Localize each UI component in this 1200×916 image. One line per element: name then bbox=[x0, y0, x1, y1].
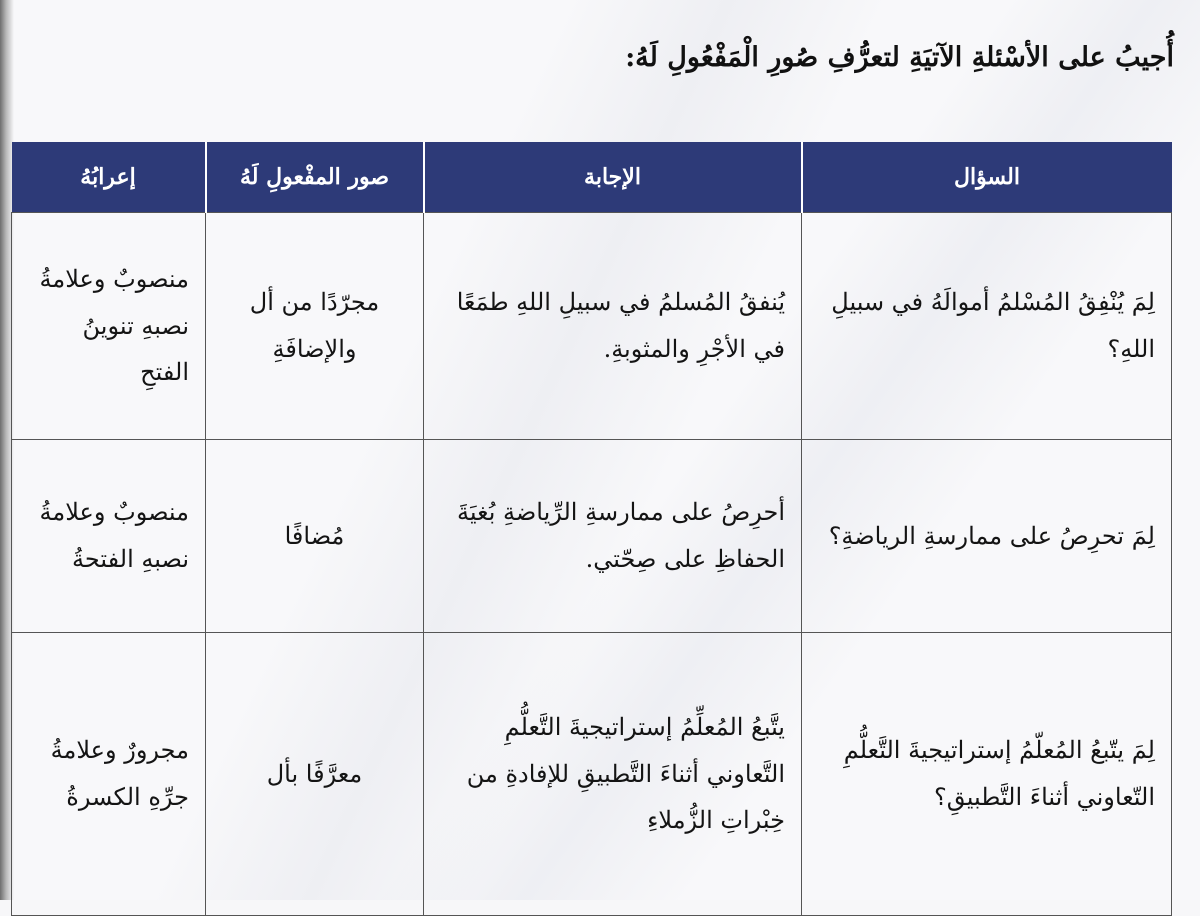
instruction-heading: أُجيبُ على الأسْئلةِ الآتيَةِ لتعرُّفِ صُورِ الْمَفْعُولِ لَهُ: bbox=[625, 42, 1174, 73]
table-row bbox=[12, 633, 1172, 916]
form-cell: مجرّدًا من أل والإضافَةِ bbox=[206, 213, 424, 440]
question-cell: لِمَ يتّبعُ المُعلّمُ إستراتيجيةَ التَّعلُّمِ التّعاوني أثناءَ التَّطبيقِ؟ bbox=[802, 633, 1172, 916]
parsing-cell: مجرورٌ وعلامةُ جرِّهِ الكسرةُ bbox=[12, 633, 206, 916]
question-cell: لِمَ يُنْفِقُ المُسْلمُ أموالَهُ في سبيلِ اللهِ؟ bbox=[802, 213, 1172, 440]
exercise-table bbox=[11, 142, 1172, 916]
header-parsing: إعرابُهُ bbox=[12, 142, 206, 213]
answer-cell: يتَّبعُ المُعلِّمُ إستراتيجيةَ التَّعلُّمِ التَّعاوني أثناءَ التَّطبيقِ للإفادةِ من خِبْراتِ الزُّملاءِ bbox=[424, 633, 802, 916]
table-header-row bbox=[12, 142, 1172, 213]
header-form: صور المفْعولِ لَهُ bbox=[206, 142, 424, 213]
table-row bbox=[12, 213, 1172, 440]
form-cell: مُضافًا bbox=[206, 440, 424, 633]
exercise-table-container bbox=[12, 142, 1172, 888]
parsing-cell: منصوبٌ وعلامةُ نصبهِ تنوينُ الفتحِ bbox=[12, 213, 206, 440]
answer-cell: أحرِصُ على ممارسةِ الرِّياضةِ بُغيَةَ الحفاظِ على صِحّتي. bbox=[424, 440, 802, 633]
header-answer: الإجابة bbox=[424, 142, 802, 213]
parsing-cell: منصوبٌ وعلامةُ نصبهِ الفتحةُ bbox=[12, 440, 206, 633]
answer-cell: يُنفقُ المُسلمُ في سبيلِ اللهِ طمَعًا في الأجْرِ والمثوبةِ. bbox=[424, 213, 802, 440]
header-question: السؤال bbox=[802, 142, 1172, 213]
form-cell: معرَّفًا بأل bbox=[206, 633, 424, 916]
question-cell: لِمَ تحرِصُ على ممارسةِ الرياضةِ؟ bbox=[802, 440, 1172, 633]
table-row bbox=[12, 440, 1172, 633]
